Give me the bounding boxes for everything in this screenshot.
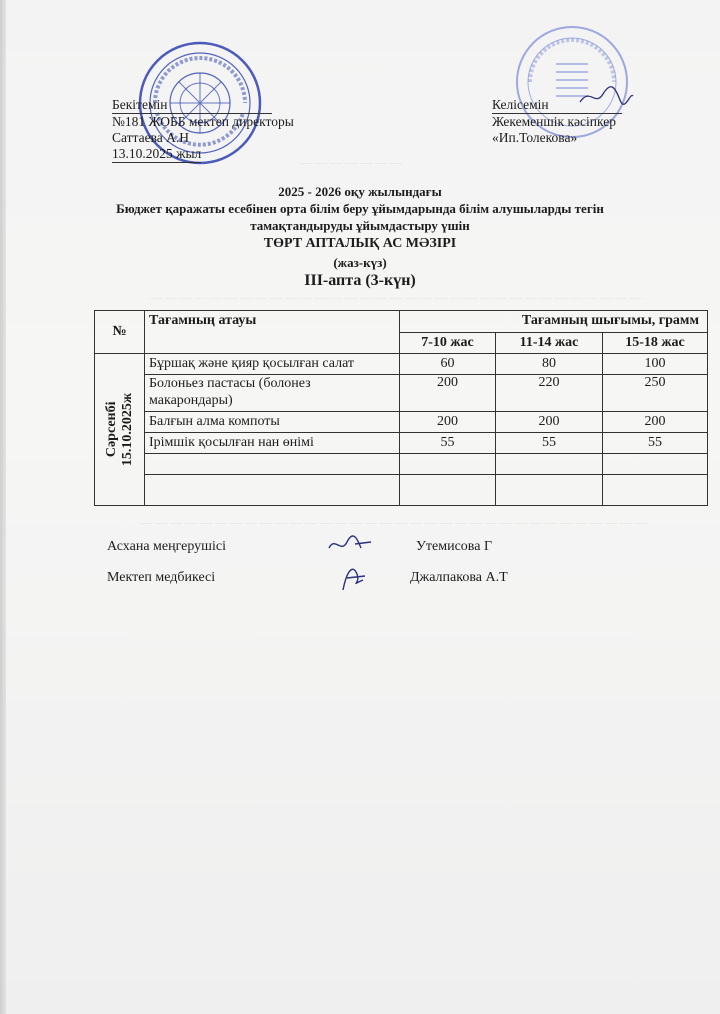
approval-position: №181 ЖОББ мектеп директоры	[112, 114, 294, 129]
approval-name: Саттаева А.Н	[112, 130, 190, 145]
table-row	[95, 412, 708, 433]
bleed-through: — — — — — — — — — — — — — — — — — — — — — — — — — — — — — — — — — —	[140, 515, 647, 529]
name-school-nurse: Джалпакова А.Т	[410, 570, 508, 585]
day-date: 15.10.2025ж	[119, 392, 135, 467]
portion-value: 60	[400, 354, 496, 375]
table-row	[95, 433, 708, 454]
portion-value: 55	[400, 433, 496, 454]
table-row	[95, 375, 708, 412]
dish-name: Ірімшік қосылған нан өнімі	[145, 433, 400, 454]
name-canteen-head: Утемисова Г	[416, 539, 493, 554]
portion-value: 200	[603, 412, 708, 433]
header-line-2: Бюджет қаражаты есебінен орта білім беру ұйымдарында білім алушыларды тегін	[116, 201, 604, 216]
bleed-through: — — — — — — — — — — — — — — — — — — — — — — — — — — — — — — — — —	[150, 290, 642, 304]
portion-value: 55	[496, 433, 603, 454]
season: (жаз-күз)	[333, 255, 387, 270]
menu-title: ТӨРТ АПТАЛЫҚ АС МӘЗІРІ	[263, 236, 457, 251]
approval-block	[112, 97, 294, 163]
agreement-name: «Ип.Толекова»	[492, 130, 578, 145]
portion-value: 250	[603, 375, 708, 412]
col-number-header: №	[95, 311, 145, 354]
table-row	[95, 354, 708, 375]
table-row-empty	[95, 475, 708, 506]
age-header: 11-14 жас	[496, 332, 603, 354]
dish-name: Бұршақ және қияр қосылған салат	[145, 354, 400, 375]
bleed-through: — — — — — — —	[300, 155, 402, 169]
day-name: Сәрсенбі	[103, 401, 119, 458]
signature-canteen-head	[325, 532, 375, 556]
approval-date: 13.10.2025 жыл	[112, 146, 202, 161]
dish-name: Болоньез пастасы (болонез макарондары)	[145, 375, 400, 412]
role-canteen-head: Асхана меңгерушісі	[107, 539, 226, 554]
approval-heading: Бекітемін	[112, 97, 272, 114]
signature-school-nurse	[333, 560, 373, 594]
portion-value: 220	[496, 375, 603, 412]
portion-value: 80	[496, 354, 603, 375]
agreement-block	[492, 97, 622, 146]
dish-name: Балғын алма компоты	[145, 412, 400, 433]
portion-value: 100	[603, 354, 708, 375]
week-day: ІІІ-апта (3-күн)	[304, 272, 416, 289]
age-header: 15-18 жас	[603, 332, 708, 354]
menu-table	[94, 310, 708, 506]
portion-value: 200	[400, 375, 496, 412]
table-row-empty	[95, 454, 708, 475]
academic-year: 2025 - 2026 оқу жылындағы	[278, 184, 442, 199]
agreement-heading: Келісемін	[492, 97, 622, 114]
col-yield-header: Тағамның шығымы, грамм	[400, 311, 708, 333]
portion-value: 200	[496, 412, 603, 433]
col-name-header: Тағамның атауы	[145, 311, 400, 354]
day-cell	[95, 354, 145, 506]
header-line-3: тамақтандыруды ұйымдастыру үшін	[250, 218, 470, 233]
portion-value: 200	[400, 412, 496, 433]
age-header: 7-10 жас	[400, 332, 496, 354]
portion-value: 55	[603, 433, 708, 454]
role-school-nurse: Мектеп медбикесі	[107, 570, 216, 585]
agreement-position: Жекеменшік кәсіпкер	[492, 114, 616, 129]
